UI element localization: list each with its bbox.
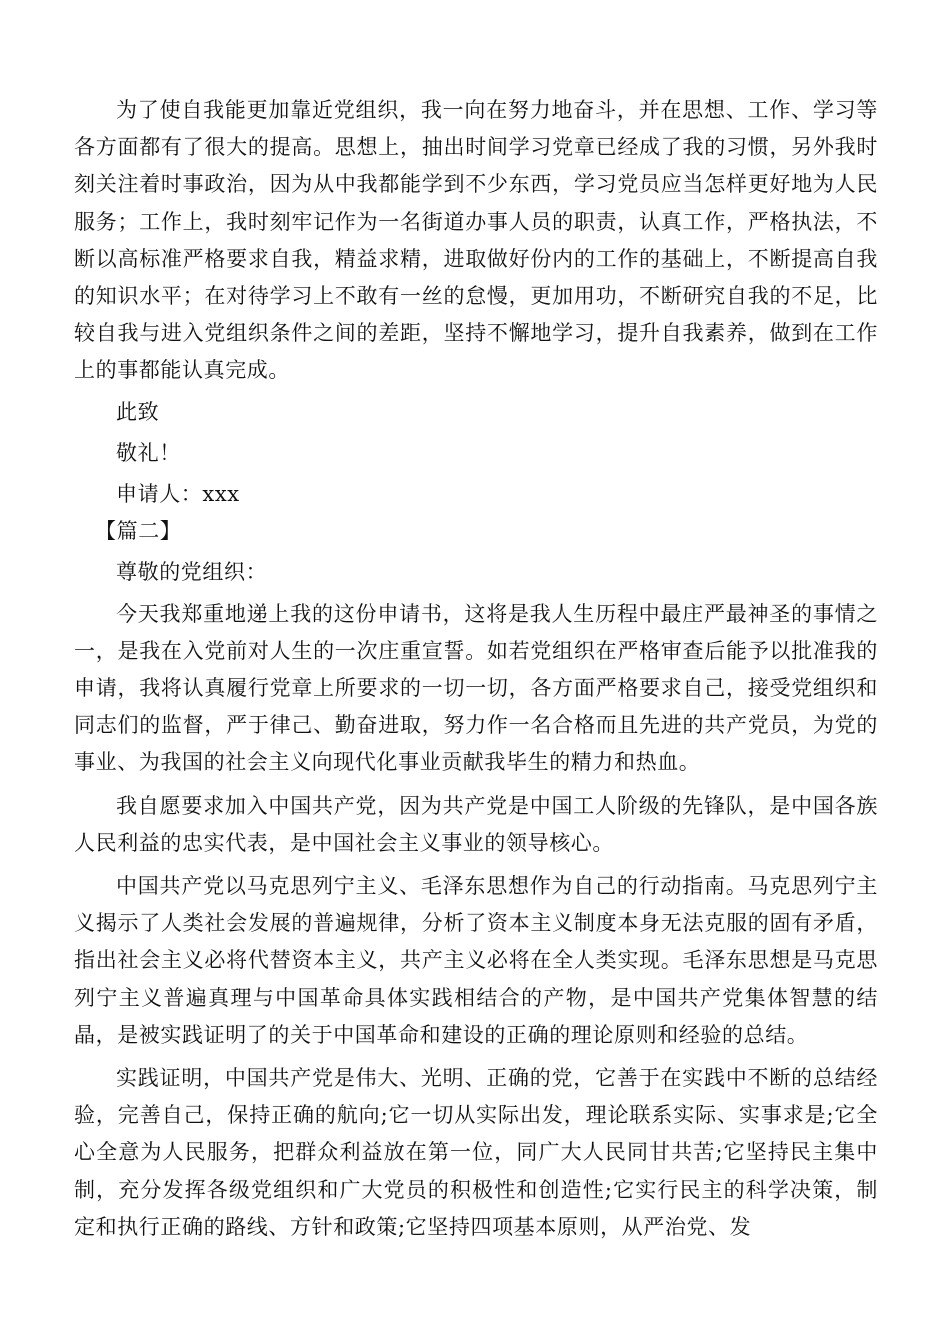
paragraph-application: 今天我郑重地递上我的这份申请书，这将是我人生历程中最庄严最神圣的事情之一，是我在入党前对人生的一次庄重宣誓。如若党组织在严格审查后能予以批准我的申请，我将认真履行党章上所要求的一切一切，各方面严格要求自己，接受党组织和同志们的监督，严于律己、勤奋进取，努力作一名合格而且先进的共产党员，为党的事业、为我国的社会主义向现代化事业贡献我毕生的精力和热血。 — [74, 601, 878, 775]
paragraph-self-improvement: 为了使自我能更加靠近党组织，我一向在努力地奋斗，并在思想、工作、学习等各方面都有了很大的提高。思想上，抽出时间学习党章已经成了我的习惯，另外我时刻关注着时事政治，因为从中我都能学到不少东西，学习党员应当怎样更好地为人民服务；工作上，我时刻牢记作为一名街道办事人员的职责，认真工作，严格执法，不断以高标准严格要求自我，精益求精，进取做好份内的工作的基础上，不断提高自我的知识水平；在对待学习上不敢有一丝的怠慢，更加用功，不断研究自我的不足，比较自我与进入党组织条件之间的差距，坚持不懈地学习，提升自我素养，做到在工作上的事都能认真完成。 — [74, 98, 878, 383]
applicant-signature: 申请人：xxx — [116, 482, 240, 507]
greeting: 尊敬的党组织： — [116, 560, 268, 585]
document-body — [74, 92, 878, 1246]
paragraph-voluntary: 我自愿要求加入中国共产党，因为共产党是中国工人阶级的先锋队，是中国各族人民利益的忠实代表，是中国社会主义事业的领导核心。 — [74, 793, 878, 855]
closing-salutation: 此致 — [116, 399, 160, 424]
paragraph-guiding-ideology: 中国共产党以马克思列宁主义、毛泽东思想作为自己的行动指南。马克思列宁主义揭示了人类社会发展的普遍规律，分析了资本主义制度本身无法克服的固有矛盾，指出社会主义必将代替资本主义，共产主义必将在全人类实现。毛泽东思想是马克思列宁主义普遍真理与中国革命具体实践相结合的产物，是中国共产党集体智慧的结晶，是被实践证明了的关于中国革命和建设的正确的理论原则和经验的总结。 — [74, 874, 878, 1047]
paragraph-practice: 实践证明，中国共产党是伟大、光明、正确的党，它善于在实践中不断的总结经验，完善自己，保持正确的航向;它一切从实际出发，理论联系实际、实事求是;它全心全意为人民服务，把群众利益放在第一位，同广大人民同甘共苦;它坚持民主集中制，充分发挥各级党组织和广大党员的积极性和创造性;它实行民主的科学决策，制定和执行正确的路线、方针和政策;它坚持四项基本原则，从严治党、发 — [74, 1066, 878, 1239]
section-heading: 【篇二】 — [95, 519, 182, 544]
closing-respect: 敬礼！ — [116, 440, 181, 465]
